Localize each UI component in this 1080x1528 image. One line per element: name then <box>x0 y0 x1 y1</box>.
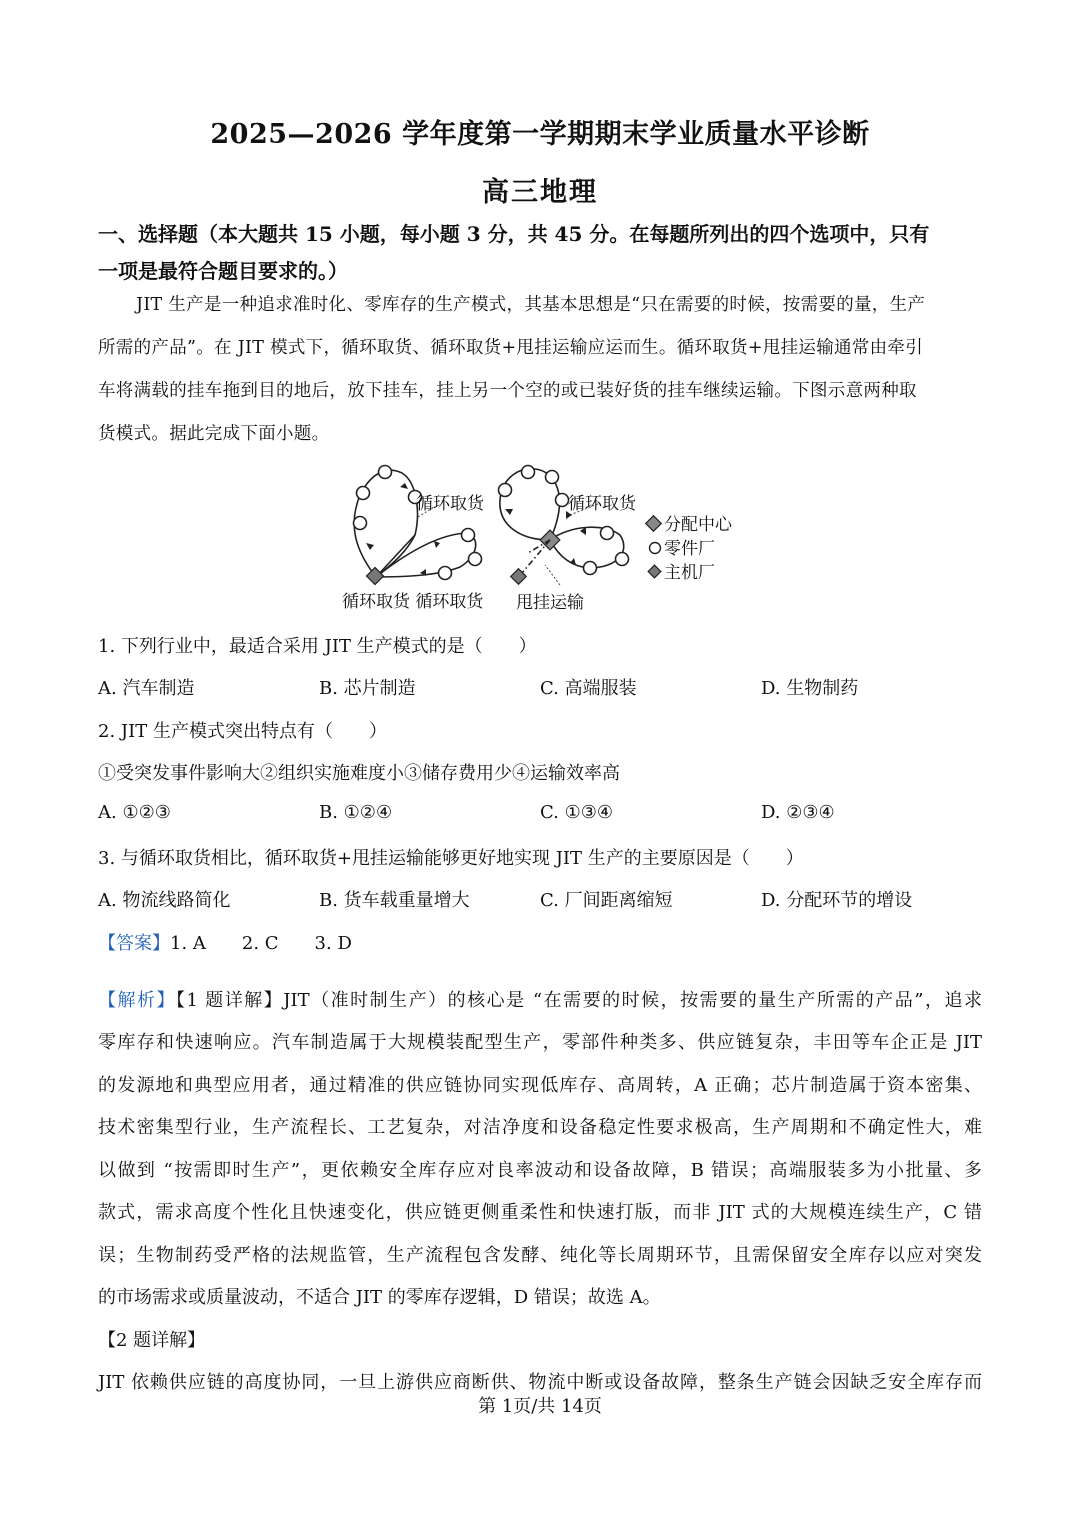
q2-option-a: A. ①②③ <box>98 802 171 823</box>
analysis-line-4: 技术密集型行业，生产流程长、工艺复杂，对洁净度和设备稳定性要求极高，生产周期和不确定性大，难 <box>98 1117 982 1138</box>
answer-text: 1. A 2. C 3. D <box>170 933 352 954</box>
part-factory-icon <box>469 553 482 566</box>
analysis-line-2: 零库存和快速响应。汽车制造属于大规模装配型生产，零部件种类多、供应链复杂，丰田等车企正是 JIT <box>98 1032 982 1053</box>
label-loop-left: 循环取货 <box>416 494 484 514</box>
analysis-line-8: 的市场需求或质量波动，不适合 JIT 的零库存逻辑，D 错误；故选 A。 <box>98 1287 661 1308</box>
part-factory-icon <box>601 527 614 540</box>
part-factory-icon <box>499 484 512 497</box>
q1-option-d: D. 生物制药 <box>761 678 859 699</box>
part-factory-icon <box>379 466 392 479</box>
label-loop-right: 循环取货 <box>568 494 636 514</box>
q2-option-d: D. ②③④ <box>761 802 835 823</box>
part-factory-icon <box>556 494 569 507</box>
analysis-line-3: 的发源地和典型应用者，通过精准的供应链协同实现低库存、高周转，A 正确；芯片制造属于资本密集、 <box>98 1075 982 1096</box>
pickup-mode-figure <box>330 455 760 620</box>
q2-option-b: B. ①②④ <box>319 802 393 823</box>
q2-detail-heading: 【2 题详解】 <box>98 1330 206 1351</box>
part-factory-icon <box>522 466 535 479</box>
subject-title: 高三地理 <box>482 177 598 208</box>
q3-option-a: A. 物流线路简化 <box>98 890 231 911</box>
intro-line-2: 所需的产品”。在 JIT 模式下，循环取货、循环取货+甩挂运输应运而生。循环取货+甩挂运输通常由牵引 <box>98 338 923 358</box>
section-heading-line2: 一项是最符合题目要求的。） <box>98 259 348 283</box>
question-3-stem: 3. 与循环取货相比，循环取货+甩挂运输能够更好地实现 JIT 生产的主要原因是（ ） <box>98 848 804 869</box>
intro-line-4: 货模式。据此完成下面小题。 <box>98 424 330 444</box>
analysis-line-7: 误；生物制药受严格的法规监管，生产流程包含发酵、纯化等长周期环节，且需保留安全库存以应对突发 <box>98 1245 982 1266</box>
analysis-tag: 【解析】 <box>98 990 177 1011</box>
part-factory-icon <box>439 567 452 580</box>
distribution-center-icon <box>646 516 662 532</box>
q2-option-c: C. ①③④ <box>540 802 613 823</box>
host-factory-icon <box>367 568 384 585</box>
q2-detail-line-1: JIT 依赖供应链的高度协同，一旦上游供应商断供、物流中断或设备故障，整条生产链会因缺乏安全库存而 <box>98 1372 982 1393</box>
answer-tag: 【答案】 <box>98 933 170 954</box>
part-factory-icon <box>357 487 370 500</box>
question-2-statements: ①受突发事件影响大②组织实施难度小③储存费用少④运输效率高 <box>98 763 620 784</box>
answer-line <box>98 929 352 955</box>
section-heading-line1: 一、选择题（本大题共 15 小题，每小题 3 分，共 45 分。在每题所列出的四个选项中，只有 <box>98 222 930 246</box>
part-factory-icon <box>650 543 661 554</box>
page-number: 第 1页/共 14页 <box>478 1396 602 1417</box>
caption-right: 甩挂运输 <box>516 593 584 613</box>
page-title: 2025—2026 学年度第一学期期末学业质量水平诊断 <box>210 119 870 150</box>
part-factory-icon <box>584 562 597 575</box>
figure-legend <box>646 515 733 583</box>
q1-option-a: A. 汽车制造 <box>98 678 195 699</box>
legend-host-factory: 主机厂 <box>664 563 715 583</box>
analysis-line-6: 款式，需求高度个性化且快速变化，供应链更侧重柔性和快速打版，而非 JIT 式的大规模连续生产，C 错 <box>98 1202 982 1223</box>
intro-line-3: 车将满载的挂车拖到目的地后，放下挂车，挂上另一个空的或已装好货的挂车继续运输。下图示意两种取 <box>98 381 917 401</box>
intro-line-1: JIT 生产是一种追求准时化、零库存的生产模式，其基本思想是“只在需要的时候，按需要的量，生产 <box>136 295 926 315</box>
q1-option-b: B. 芯片制造 <box>319 678 416 699</box>
legend-part-factory: 零件厂 <box>664 539 715 559</box>
part-factory-icon <box>616 553 629 566</box>
question-1-stem: 1. 下列行业中，最适合采用 JIT 生产模式的是（ ） <box>98 636 537 657</box>
caption-left: 循环取货 循环取货 <box>342 592 484 612</box>
part-factory-icon <box>354 517 367 530</box>
host-factory-icon <box>648 565 661 578</box>
q3-option-b: B. 货车载重量增大 <box>319 890 470 911</box>
q3-option-d: D. 分配环节的增设 <box>761 890 913 911</box>
question-2-stem: 2. JIT 生产模式突出特点有（ ） <box>98 721 387 742</box>
analysis-line-5: 以做到 “按需即时生产”，更依赖安全库存应对良率波动和设备故障，B 错误；高端服装多为小批量、多 <box>98 1160 982 1181</box>
q3-option-c: C. 厂间距离缩短 <box>540 890 673 911</box>
legend-distribution: 分配中心 <box>664 515 732 535</box>
analysis-line-1 <box>98 986 982 1012</box>
part-factory-icon <box>546 471 559 484</box>
analysis-line-1-text: 【1 题详解】JIT（准时制生产）的核心是 “在需要的时候，按需要的量生产所需的产品”，追求 <box>176 990 982 1011</box>
q1-option-c: C. 高端服装 <box>540 678 637 699</box>
part-factory-icon <box>462 529 475 542</box>
